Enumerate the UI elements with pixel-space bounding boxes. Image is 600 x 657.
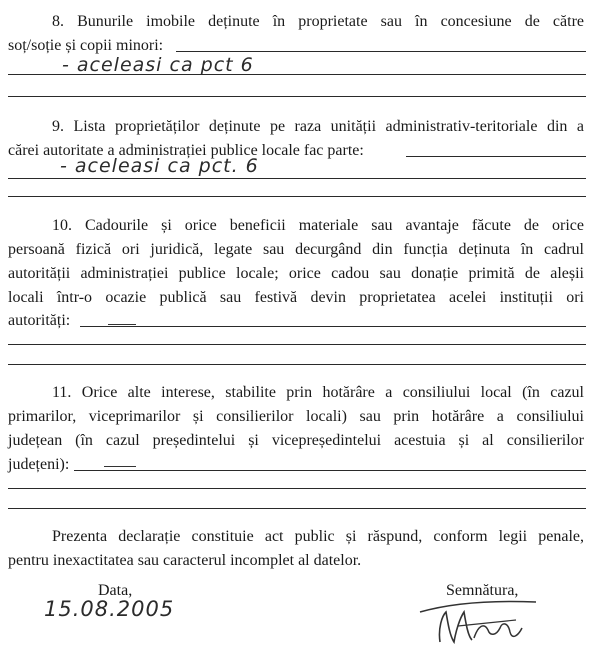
section-8-handwritten-answer: - aceleasi ca pct 6 xyxy=(62,54,254,76)
answer-line xyxy=(8,344,586,345)
handwritten-signature xyxy=(418,592,548,648)
section-10-line-1: 10. Cadourile și orice beneficii materiale sau avantaje făcute de orice xyxy=(52,217,584,234)
declaration-line-2: pentru inexactitatea sau caracterul incomplet al datelor. xyxy=(8,552,362,569)
answer-line xyxy=(8,364,586,365)
section-10-line-2: persoană fizică ori juridică, legate sau decurgând din funcția deținuta în cadrul xyxy=(8,241,584,258)
section-11-line-1: 11. Orice alte interese, stabilite prin hotărâre a consiliului local (în cazul xyxy=(52,384,584,401)
handwritten-dash xyxy=(108,324,136,325)
date-value: 15.08.2005 xyxy=(44,597,175,621)
date-label: Data, xyxy=(98,582,133,599)
declaration-line-1: Prezenta declarație constituie act public și răspund, conform legii penale, xyxy=(52,528,584,545)
section-8-line-2: soț/soție și copii minori: xyxy=(8,37,164,54)
section-10-line-5: autorități: xyxy=(8,312,71,329)
section-9-line-2: cărei autoritate a administrației publice locale fac parte: xyxy=(8,142,364,159)
handwritten-dash xyxy=(104,466,136,467)
answer-line xyxy=(8,74,586,75)
section-11-line-4: județeni): xyxy=(8,456,70,473)
signature-label: Semnătura, xyxy=(446,582,519,599)
section-9-line-1: 9. Lista proprietăților deținute pe raza unității administrativ-teritoriale din a xyxy=(52,118,584,135)
answer-line xyxy=(8,178,586,179)
answer-line xyxy=(8,196,586,197)
answer-line xyxy=(406,156,586,157)
section-8-line-1: 8. Bunurile imobile deținute în proprietate sau în concesiune de către xyxy=(52,13,584,30)
section-10-line-3: autorității administrației publice locale; orice cadou sau donație primită de aleșii xyxy=(8,265,584,282)
answer-line xyxy=(8,508,586,509)
answer-line xyxy=(8,96,586,97)
answer-line xyxy=(74,470,586,471)
answer-line xyxy=(176,51,586,52)
section-10-line-4: locali într-o ocazie publică sau festivă devin proprietatea acelei instituții ori xyxy=(8,289,584,306)
answer-line xyxy=(80,326,586,327)
section-9-handwritten-answer: - aceleasi ca pct. 6 xyxy=(60,155,259,177)
section-11-line-3: județean (în cazul președintelui și vicepreședintelui acestuia și al consilierilor xyxy=(8,432,584,449)
section-11-line-2: primarilor, viceprimarilor și consilierilor locali) sau prin hotărâre a consiliului xyxy=(8,408,584,425)
answer-line xyxy=(8,488,586,489)
